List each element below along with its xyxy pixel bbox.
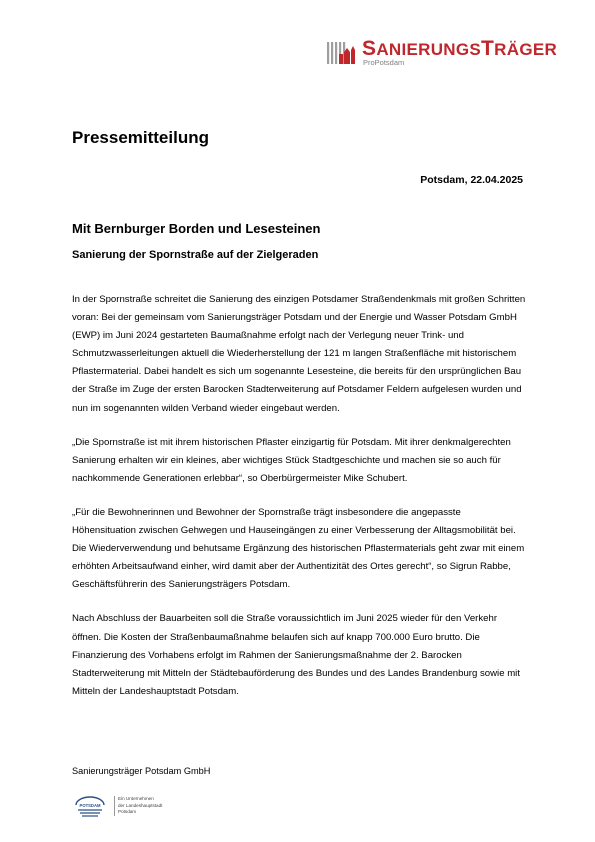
- footer-line: Potsdam: [118, 809, 137, 815]
- emblem-text: POTSDAM: [79, 803, 101, 808]
- press-subheadline: Sanierung der Spornstraße auf der Zielgeraden: [72, 249, 319, 261]
- potsdam-emblem-icon: [72, 796, 108, 820]
- press-headline: Mit Bernburger Borden und Lesesteinen: [72, 221, 321, 236]
- organization-signature: Sanierungsträger Potsdam GmbH: [72, 766, 211, 776]
- date-line: Potsdam, 22.04.2025: [420, 174, 523, 186]
- logo-wordmark: SANIERUNGSTRÄGER: [362, 37, 558, 60]
- body-paragraph: „Die Spornstraße ist mit ihrem historischen Pflaster einzigartig für Potsdam. Mit ihrer denkmalgerechten Sanierung erhalten wir ein kleines, aber wichtiges Stück Stadtgeschichte und machen sie so auch für nachkommende Generationen erlebbar“, so Oberbürgermeister Mike Schubert.: [72, 436, 511, 484]
- body-paragraph: Nach Abschluss der Bauarbeiten soll die Straße voraussichtlich im Juni 2025 wieder für den Verkehr öffnen. Die Kosten der Straßenbaumaßnahme belaufen sich auf knapp 700.000 Euro brutto. Die Finanzierung des Vorhabens erfolgt im Rahmen der Sanierungsmaßnahme der 2. Barocken Stadterweiterung mit Mitteln der Städtebauförderung des Bundes und des Landes Brandenburg sowie mit Mitteln der Landeshauptstadt Potsdam.: [72, 613, 520, 697]
- body-paragraph: „Für die Bewohnerinnen und Bewohner der Spornstraße trägt insbesondere die angepasste Höhensituation zwischen Gehwegen und Hauseingängen zu einer Verbesserung der Alltagsmobilität bei. Die Wiederverwendung und behutsame Ergänzung des historischen Pflastermaterials geht zwar mit einem erhöhten Arbeitsaufwand einher, wird damit aber der Authentizität des Ortes gerecht“, so Sigrun Rabbe, Geschäftsführerin des Sanierungsträgers Potsdam.: [72, 506, 525, 591]
- logo-subtitle: ProPotsdam: [363, 58, 405, 67]
- body-paragraph: In der Spornstraße schreitet die Sanierung des einzigen Potsdamer Straßendenkmals mit großen Schritten voran: Bei der gemeinsam vom Sanierungsträger Potsdam und der Energie und Wasser Potsdam GmbH (EWP) im Juni 2024 gestarteten Baumaßnahme erfolgt nach der Verlegung neuer Trink- und Schmutzwasserleitungen aktuell die Wiederherstellung der 121 m langen Straßenfläche mit historischem Pflastermaterial. Dabei handelt es sich um sogenannte Lesesteine, die bereits für den ursprünglichen Bau der Straße im Zuge der ersten Barocken Stadterweiterung auf Potsdamer Feldern aufgelesen wurden und nun im sogenannten wilden Verband wieder eingebaut werden.: [72, 294, 526, 414]
- logo-bars-icon: [327, 38, 357, 68]
- footer-line: der Landeshauptstadt: [118, 802, 163, 808]
- press-body: [72, 291, 527, 717]
- footer-text: [114, 796, 162, 816]
- document-type-heading: Pressemitteilung: [72, 128, 209, 147]
- company-logo: [327, 32, 562, 72]
- footer-line: Ein Unternehmen: [118, 796, 154, 801]
- footer-logo: [72, 794, 192, 824]
